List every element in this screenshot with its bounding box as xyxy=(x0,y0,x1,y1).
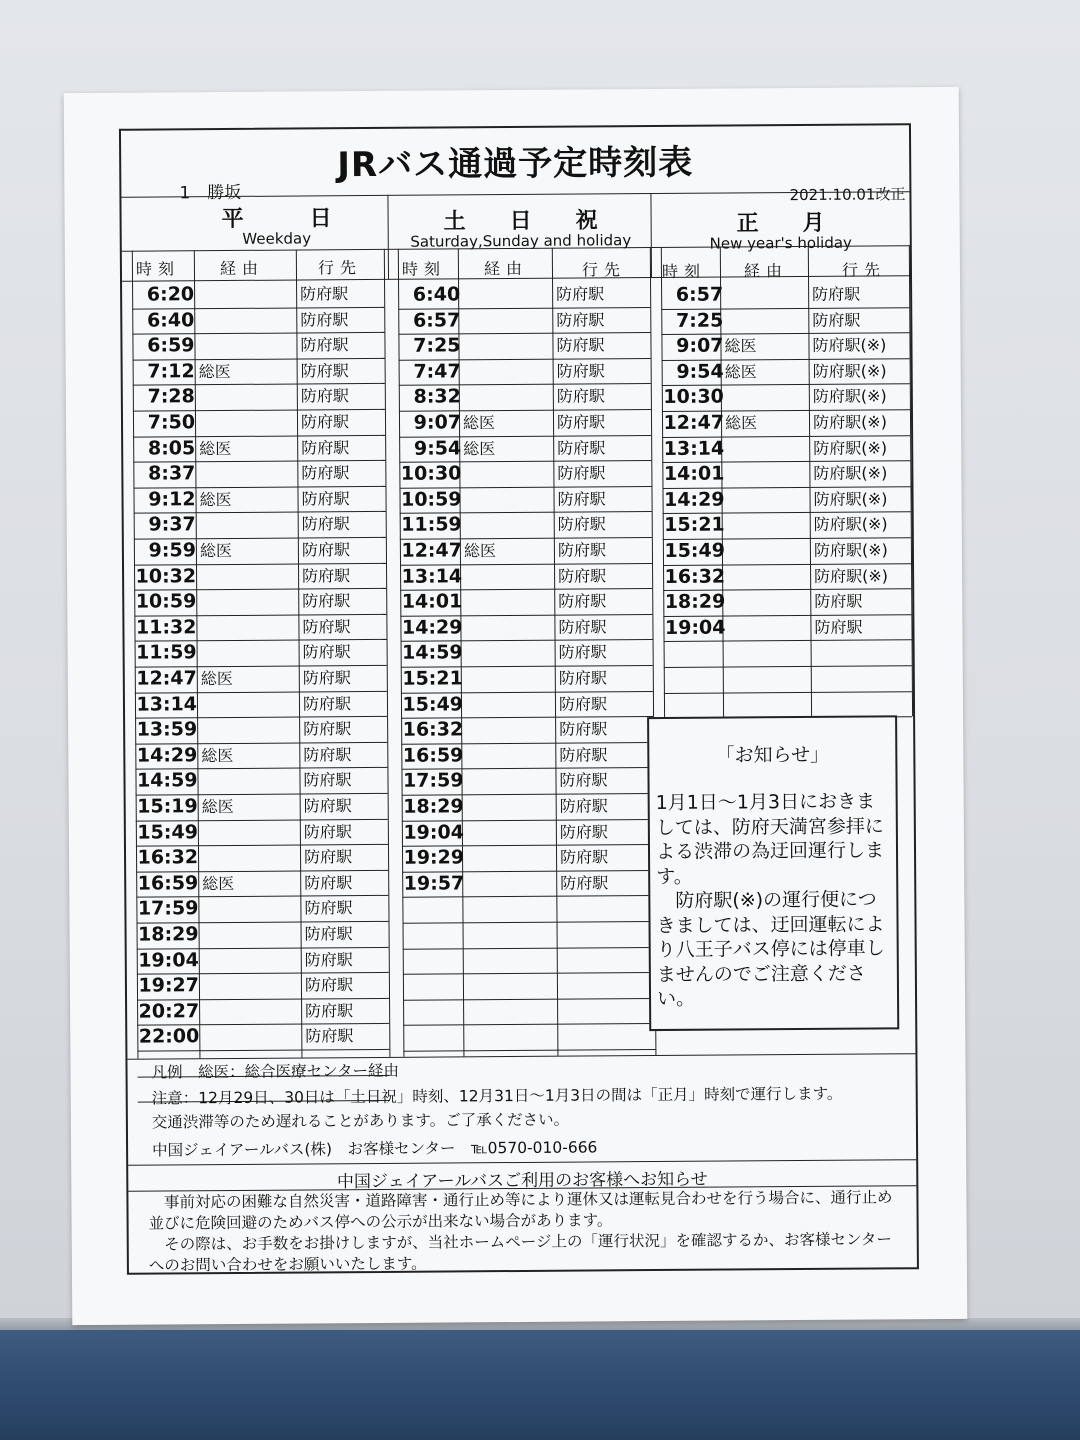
newyear-row xyxy=(659,537,909,564)
departure-time: 10:32 xyxy=(135,564,197,588)
via-route: 総医 xyxy=(201,796,234,817)
destination: 防府駅 xyxy=(556,412,606,432)
weekend-row xyxy=(397,742,647,769)
blue-base-panel xyxy=(0,1330,1080,1440)
departure-time: 15:49 xyxy=(402,692,464,716)
weekend-row xyxy=(394,332,644,359)
weekend-row xyxy=(394,281,644,308)
destination: 防府駅 xyxy=(557,514,606,535)
info-body: 事前対応の困難な自然災害・道路障害・通行止め等により運休又は運転見合わせを行う場合に、通行止め並びに危険回避のためバス停への公示が出来ない場合があります。 その際は、お手数をお掛けしますが、当社ホームページ上の「運行状況」を確認するか、お客様センターへのお問い合わせをお願いいたします。 xyxy=(148,1188,893,1275)
via-route: 総医 xyxy=(201,745,234,765)
destination: 防府駅 xyxy=(558,617,607,637)
weekday-row xyxy=(129,486,379,513)
departure-time: 15:19 xyxy=(137,795,198,818)
departure-time: 12:47 xyxy=(136,667,197,690)
weekday-row xyxy=(129,409,379,436)
departure-time: 16:32 xyxy=(664,565,726,588)
via-route: 総医 xyxy=(199,489,232,509)
departure-time: 9:37 xyxy=(148,513,196,536)
departure-time: 14:29 xyxy=(401,616,463,639)
weekday-row xyxy=(128,332,378,359)
departure-time: 8:32 xyxy=(413,385,461,409)
weekday-row xyxy=(131,767,381,794)
departure-time: 11:32 xyxy=(135,616,197,639)
row-line xyxy=(403,921,655,924)
weekday-title: 平 日 xyxy=(221,206,332,233)
newyear-row xyxy=(658,384,908,411)
weekday-row xyxy=(130,537,380,564)
weekend-title: 土 日 祝 xyxy=(443,208,598,235)
destination: 防府駅 xyxy=(301,437,350,458)
newyear-row xyxy=(657,332,907,359)
destination: 防府駅 xyxy=(558,693,608,714)
via-route: 総医 xyxy=(198,361,231,382)
weekday-row xyxy=(128,281,378,308)
destination: 防府駅 xyxy=(814,591,863,612)
departure-time: 10:30 xyxy=(400,462,462,485)
weekend-row xyxy=(396,588,646,615)
departure-time: 8:05 xyxy=(147,436,196,460)
weekend-col-dest: 行先 xyxy=(581,260,627,280)
notice-title: 「お知らせ」 xyxy=(715,743,830,767)
timetable-sheet xyxy=(119,123,919,1275)
destination: 防府駅(※) xyxy=(812,335,887,356)
departure-time: 14:29 xyxy=(664,488,725,511)
destination: 防府駅 xyxy=(557,463,606,483)
destination: 防府駅 xyxy=(302,616,351,637)
newyear-row xyxy=(658,460,908,487)
row-line xyxy=(403,998,655,1001)
weekend-row xyxy=(397,716,647,743)
departure-time: 14:01 xyxy=(401,590,463,613)
via-route: 総医 xyxy=(724,362,757,382)
departure-time: 8:37 xyxy=(148,462,196,485)
departure-time: 16:32 xyxy=(402,718,464,741)
departure-time: 7:50 xyxy=(147,411,196,434)
departure-time: 6:57 xyxy=(412,308,461,332)
departure-time: 10:59 xyxy=(135,590,197,613)
weekend-row xyxy=(396,537,646,564)
weekday-row xyxy=(133,972,383,999)
departure-time: 9:12 xyxy=(148,488,196,511)
destination: 防府駅 xyxy=(303,821,352,842)
weekday-row xyxy=(131,665,381,692)
departure-time: 13:59 xyxy=(136,718,198,741)
weekend-subtitle: Saturday,Sunday and holiday xyxy=(410,231,632,251)
departure-time: 15:49 xyxy=(664,539,725,562)
departure-time: 7:47 xyxy=(413,360,461,383)
note-text: 注意：12月29日、30日は「土日祝」時刻、12月31日～1月3日の間は「正月」時刻で運行します。 xyxy=(151,1084,843,1108)
row-line xyxy=(403,972,655,975)
departure-time: 18:29 xyxy=(138,923,199,946)
newyear-row xyxy=(659,614,909,641)
departure-time: 15:21 xyxy=(402,667,463,690)
departure-time: 11:59 xyxy=(401,513,462,537)
destination: 防府駅(※) xyxy=(814,565,889,586)
weekday-row xyxy=(133,1023,383,1050)
newyear-col-time: 時刻 xyxy=(661,261,707,281)
weekday-row xyxy=(131,716,381,743)
weekend-row xyxy=(395,383,645,410)
destination: 防府駅 xyxy=(303,744,352,765)
departure-time: 20:27 xyxy=(138,1000,200,1023)
weekend-row xyxy=(398,844,648,871)
destination: 防府駅 xyxy=(302,565,351,586)
weekday-row xyxy=(133,921,383,948)
destination: 防府駅 xyxy=(304,872,353,893)
weekend-row xyxy=(397,767,647,794)
departure-time: 16:59 xyxy=(137,872,199,895)
weekend-row xyxy=(396,511,646,538)
destination: 防府駅(※) xyxy=(813,540,888,560)
weekend-row xyxy=(398,870,648,897)
weekend-row xyxy=(397,691,647,718)
weekday-row xyxy=(131,691,381,718)
row-line xyxy=(403,1049,655,1052)
weekday-row xyxy=(133,947,383,974)
destination: 防府駅(※) xyxy=(813,437,888,458)
destination: 防府駅 xyxy=(300,360,349,381)
destination: 防府駅 xyxy=(558,668,607,688)
legend-text: 凡例 総医：総合医療センター経由 xyxy=(151,1061,399,1082)
destination: 防府駅(※) xyxy=(813,514,888,535)
departure-time: 13:14 xyxy=(663,437,725,460)
weekday-col-time: 時刻 xyxy=(135,259,181,279)
weekday-row xyxy=(132,793,382,820)
newyear-col-via: 経由 xyxy=(743,261,789,281)
newyear-row xyxy=(658,358,908,385)
departure-time: 9:54 xyxy=(676,360,724,383)
destination: 防府駅 xyxy=(559,796,608,816)
destination: 防府駅 xyxy=(557,437,606,458)
via-route: 総医 xyxy=(463,438,496,458)
departure-time: 15:21 xyxy=(664,513,725,537)
destination: 防府駅 xyxy=(302,591,351,611)
departure-time: 7:25 xyxy=(675,309,724,332)
departure-time: 6:40 xyxy=(146,308,195,332)
destination: 防府駅 xyxy=(302,668,351,688)
weekday-row xyxy=(130,614,380,641)
destination: 防府駅 xyxy=(556,335,605,355)
destination: 防府駅(※) xyxy=(812,361,887,381)
destination: 防府駅 xyxy=(556,284,605,304)
via-route: 総医 xyxy=(199,438,232,458)
newyear-row xyxy=(658,435,908,462)
destination: 防府駅(※) xyxy=(813,463,888,484)
departure-time: 14:01 xyxy=(663,462,725,486)
destination: 防府駅 xyxy=(301,488,350,509)
row-line xyxy=(664,691,912,694)
weekend-row xyxy=(394,307,644,334)
destination: 防府駅 xyxy=(556,386,605,407)
departure-time: 12:47 xyxy=(401,539,462,562)
via-route: 総医 xyxy=(724,413,758,433)
departure-time: 17:59 xyxy=(402,769,464,793)
destination: 防府駅 xyxy=(300,412,350,432)
destination: 防府駅 xyxy=(559,770,608,791)
weekday-row xyxy=(131,742,381,769)
departure-time: 17:59 xyxy=(137,897,199,921)
destination: 防府駅 xyxy=(305,1026,354,1046)
destination: 防府駅 xyxy=(558,591,607,611)
weekday-row xyxy=(131,639,381,666)
weekday-row xyxy=(132,895,382,922)
departure-time: 22:00 xyxy=(138,1025,200,1049)
weekday-row xyxy=(130,511,380,538)
weekend-row xyxy=(395,486,645,513)
destination: 防府駅(※) xyxy=(813,489,888,509)
weekend-row xyxy=(398,819,648,846)
destination: 防府駅 xyxy=(558,642,607,663)
departure-time: 18:29 xyxy=(403,795,464,818)
destination: 防府駅(※) xyxy=(812,412,887,432)
weekend-row xyxy=(396,563,646,590)
departure-time: 9:59 xyxy=(148,539,196,562)
newyear-row xyxy=(657,307,907,334)
departure-time: 19:27 xyxy=(138,974,200,997)
departure-time: 13:14 xyxy=(136,692,198,716)
via-route: 総医 xyxy=(724,336,757,356)
weekend-row xyxy=(395,435,645,462)
destination: 防府駅 xyxy=(558,565,607,586)
newyear-title: 正 月 xyxy=(736,210,825,237)
departure-time: 18:29 xyxy=(664,590,726,614)
destination: 防府駅 xyxy=(301,540,350,560)
timetable-grid xyxy=(121,125,909,131)
departure-time: 10:30 xyxy=(663,385,724,409)
weekday-row xyxy=(129,358,379,385)
newyear-row xyxy=(658,486,908,513)
weekday-row xyxy=(132,870,382,897)
weekend-row xyxy=(398,793,648,820)
departure-time: 6:40 xyxy=(412,283,461,306)
stop-name: 1 勝坂 xyxy=(179,182,242,204)
departure-time: 14:29 xyxy=(136,744,198,767)
departure-time: 10:59 xyxy=(400,488,462,511)
destination: 防府駅 xyxy=(302,693,352,714)
via-route: 総医 xyxy=(463,541,496,561)
departure-time: 16:32 xyxy=(137,846,199,869)
destination: 防府駅 xyxy=(812,310,861,330)
delay-text: 交通渋滞等のため遅れることがあります。ご了承ください。 xyxy=(151,1110,570,1132)
destination: 防府駅 xyxy=(300,386,349,406)
weekday-col-dest: 行先 xyxy=(317,258,363,278)
departure-time: 9:07 xyxy=(676,334,724,358)
weekday-col-via: 経由 xyxy=(219,258,265,279)
destination: 防府駅 xyxy=(303,847,353,867)
via-route: 総医 xyxy=(462,413,496,433)
newyear-row xyxy=(659,512,909,539)
departure-time: 19:57 xyxy=(403,872,465,895)
timetable-title: JRバス通過予定時刻表 xyxy=(337,142,694,186)
destination: 防府駅 xyxy=(557,540,606,560)
destination: 防府駅 xyxy=(305,1000,354,1021)
destination: 防府駅 xyxy=(559,847,609,867)
departure-time: 6:57 xyxy=(675,283,724,306)
notice-body: 1月1日～1月3日におきましては、防府天満宮参拝による渋滞の為迂回運行します。 防府駅(※)の運行便につきましては、迂回運転により八王子バス停には停車しませんのでご注意ください。 xyxy=(655,790,885,1011)
weekend-col-time: 時刻 xyxy=(401,259,447,279)
destination: 防府駅 xyxy=(302,642,351,662)
destination: 防府駅 xyxy=(557,489,606,509)
destination: 防府駅 xyxy=(556,361,605,381)
weekend-row xyxy=(397,639,647,666)
departure-time: 19:29 xyxy=(403,846,465,869)
departure-time: 7:25 xyxy=(413,334,461,357)
destination: 防府駅 xyxy=(814,617,863,637)
destination: 防府駅 xyxy=(304,898,353,918)
departure-time: 9:54 xyxy=(413,436,462,460)
destination: 防府駅 xyxy=(304,975,354,995)
departure-time: 13:14 xyxy=(401,564,463,588)
destination: 防府駅 xyxy=(301,514,350,534)
departure-time: 19:04 xyxy=(138,948,199,972)
destination: 防府駅 xyxy=(304,949,353,970)
weekday-row xyxy=(132,844,382,871)
departure-time: 15:49 xyxy=(137,820,198,844)
departure-time: 9:07 xyxy=(413,411,462,434)
departure-time: 14:59 xyxy=(136,769,198,793)
weekday-row xyxy=(129,460,379,487)
footer-line xyxy=(127,1053,915,1060)
timetable-poster xyxy=(64,87,968,1325)
departure-time: 6:20 xyxy=(146,283,195,306)
weekend-col-via: 経由 xyxy=(483,258,529,279)
newyear-col-dest: 行先 xyxy=(841,260,887,280)
weekday-row xyxy=(128,307,378,334)
newyear-row xyxy=(659,588,909,615)
weekday-row xyxy=(129,435,379,462)
departure-time: 14:59 xyxy=(402,641,463,665)
newyear-row xyxy=(657,281,907,308)
weekend-row xyxy=(396,614,646,641)
destination: 防府駅 xyxy=(300,309,349,330)
row-line xyxy=(403,1023,655,1026)
departure-time: 12:47 xyxy=(663,411,725,434)
destination: 防府駅 xyxy=(812,284,861,304)
row-line xyxy=(664,665,912,668)
weekend-row xyxy=(395,358,645,385)
weekday-row xyxy=(130,563,380,590)
notice-box xyxy=(647,715,899,1031)
column-line xyxy=(909,245,913,716)
departure-time: 11:59 xyxy=(136,641,197,665)
destination: 防府駅 xyxy=(300,335,349,355)
departure-time: 7:28 xyxy=(147,385,195,408)
info-title: 中国ジェイアールバスご利用のお客様へお知らせ xyxy=(336,1169,708,1193)
destination: 防府駅 xyxy=(560,873,609,893)
via-route: 総医 xyxy=(199,540,232,561)
newyear-subtitle: New year's holiday xyxy=(709,233,852,253)
destination: 防府駅 xyxy=(304,924,353,944)
departure-time: 19:04 xyxy=(664,616,726,639)
departure-time: 7:12 xyxy=(147,360,195,383)
weekend-row xyxy=(395,460,645,487)
destination: 防府駅 xyxy=(559,821,608,842)
destination: 防府駅 xyxy=(300,284,349,304)
via-route: 総医 xyxy=(200,668,233,689)
newyear-row xyxy=(659,563,909,590)
weekday-row xyxy=(129,383,379,410)
contact-text: 中国ジェイアールバス(株) お客様センター ℡0570-010-666 xyxy=(152,1138,598,1160)
destination: 防府駅 xyxy=(559,719,608,739)
weekend-row xyxy=(397,665,647,692)
departure-time: 6:59 xyxy=(147,334,195,357)
destination: 防府駅 xyxy=(303,796,352,816)
column-line xyxy=(384,249,391,1057)
destination: 防府駅 xyxy=(303,719,352,739)
newyear-row xyxy=(658,409,908,436)
weekday-row xyxy=(132,819,382,846)
weekday-row xyxy=(130,588,380,615)
destination: 防府駅 xyxy=(301,463,350,483)
destination: 防府駅 xyxy=(303,770,352,790)
row-line xyxy=(403,947,655,950)
weekday-row xyxy=(133,998,383,1025)
revision-date: 2021.10.01改正 xyxy=(789,185,906,205)
destination: 防府駅 xyxy=(556,309,605,330)
destination: 防府駅(※) xyxy=(812,386,887,407)
destination: 防府駅 xyxy=(559,745,608,765)
weekend-row xyxy=(395,409,645,436)
weekday-subtitle: Weekday xyxy=(242,229,312,248)
departure-time: 16:59 xyxy=(402,744,464,767)
departure-time: 19:04 xyxy=(403,820,464,844)
via-route: 総医 xyxy=(202,873,235,893)
